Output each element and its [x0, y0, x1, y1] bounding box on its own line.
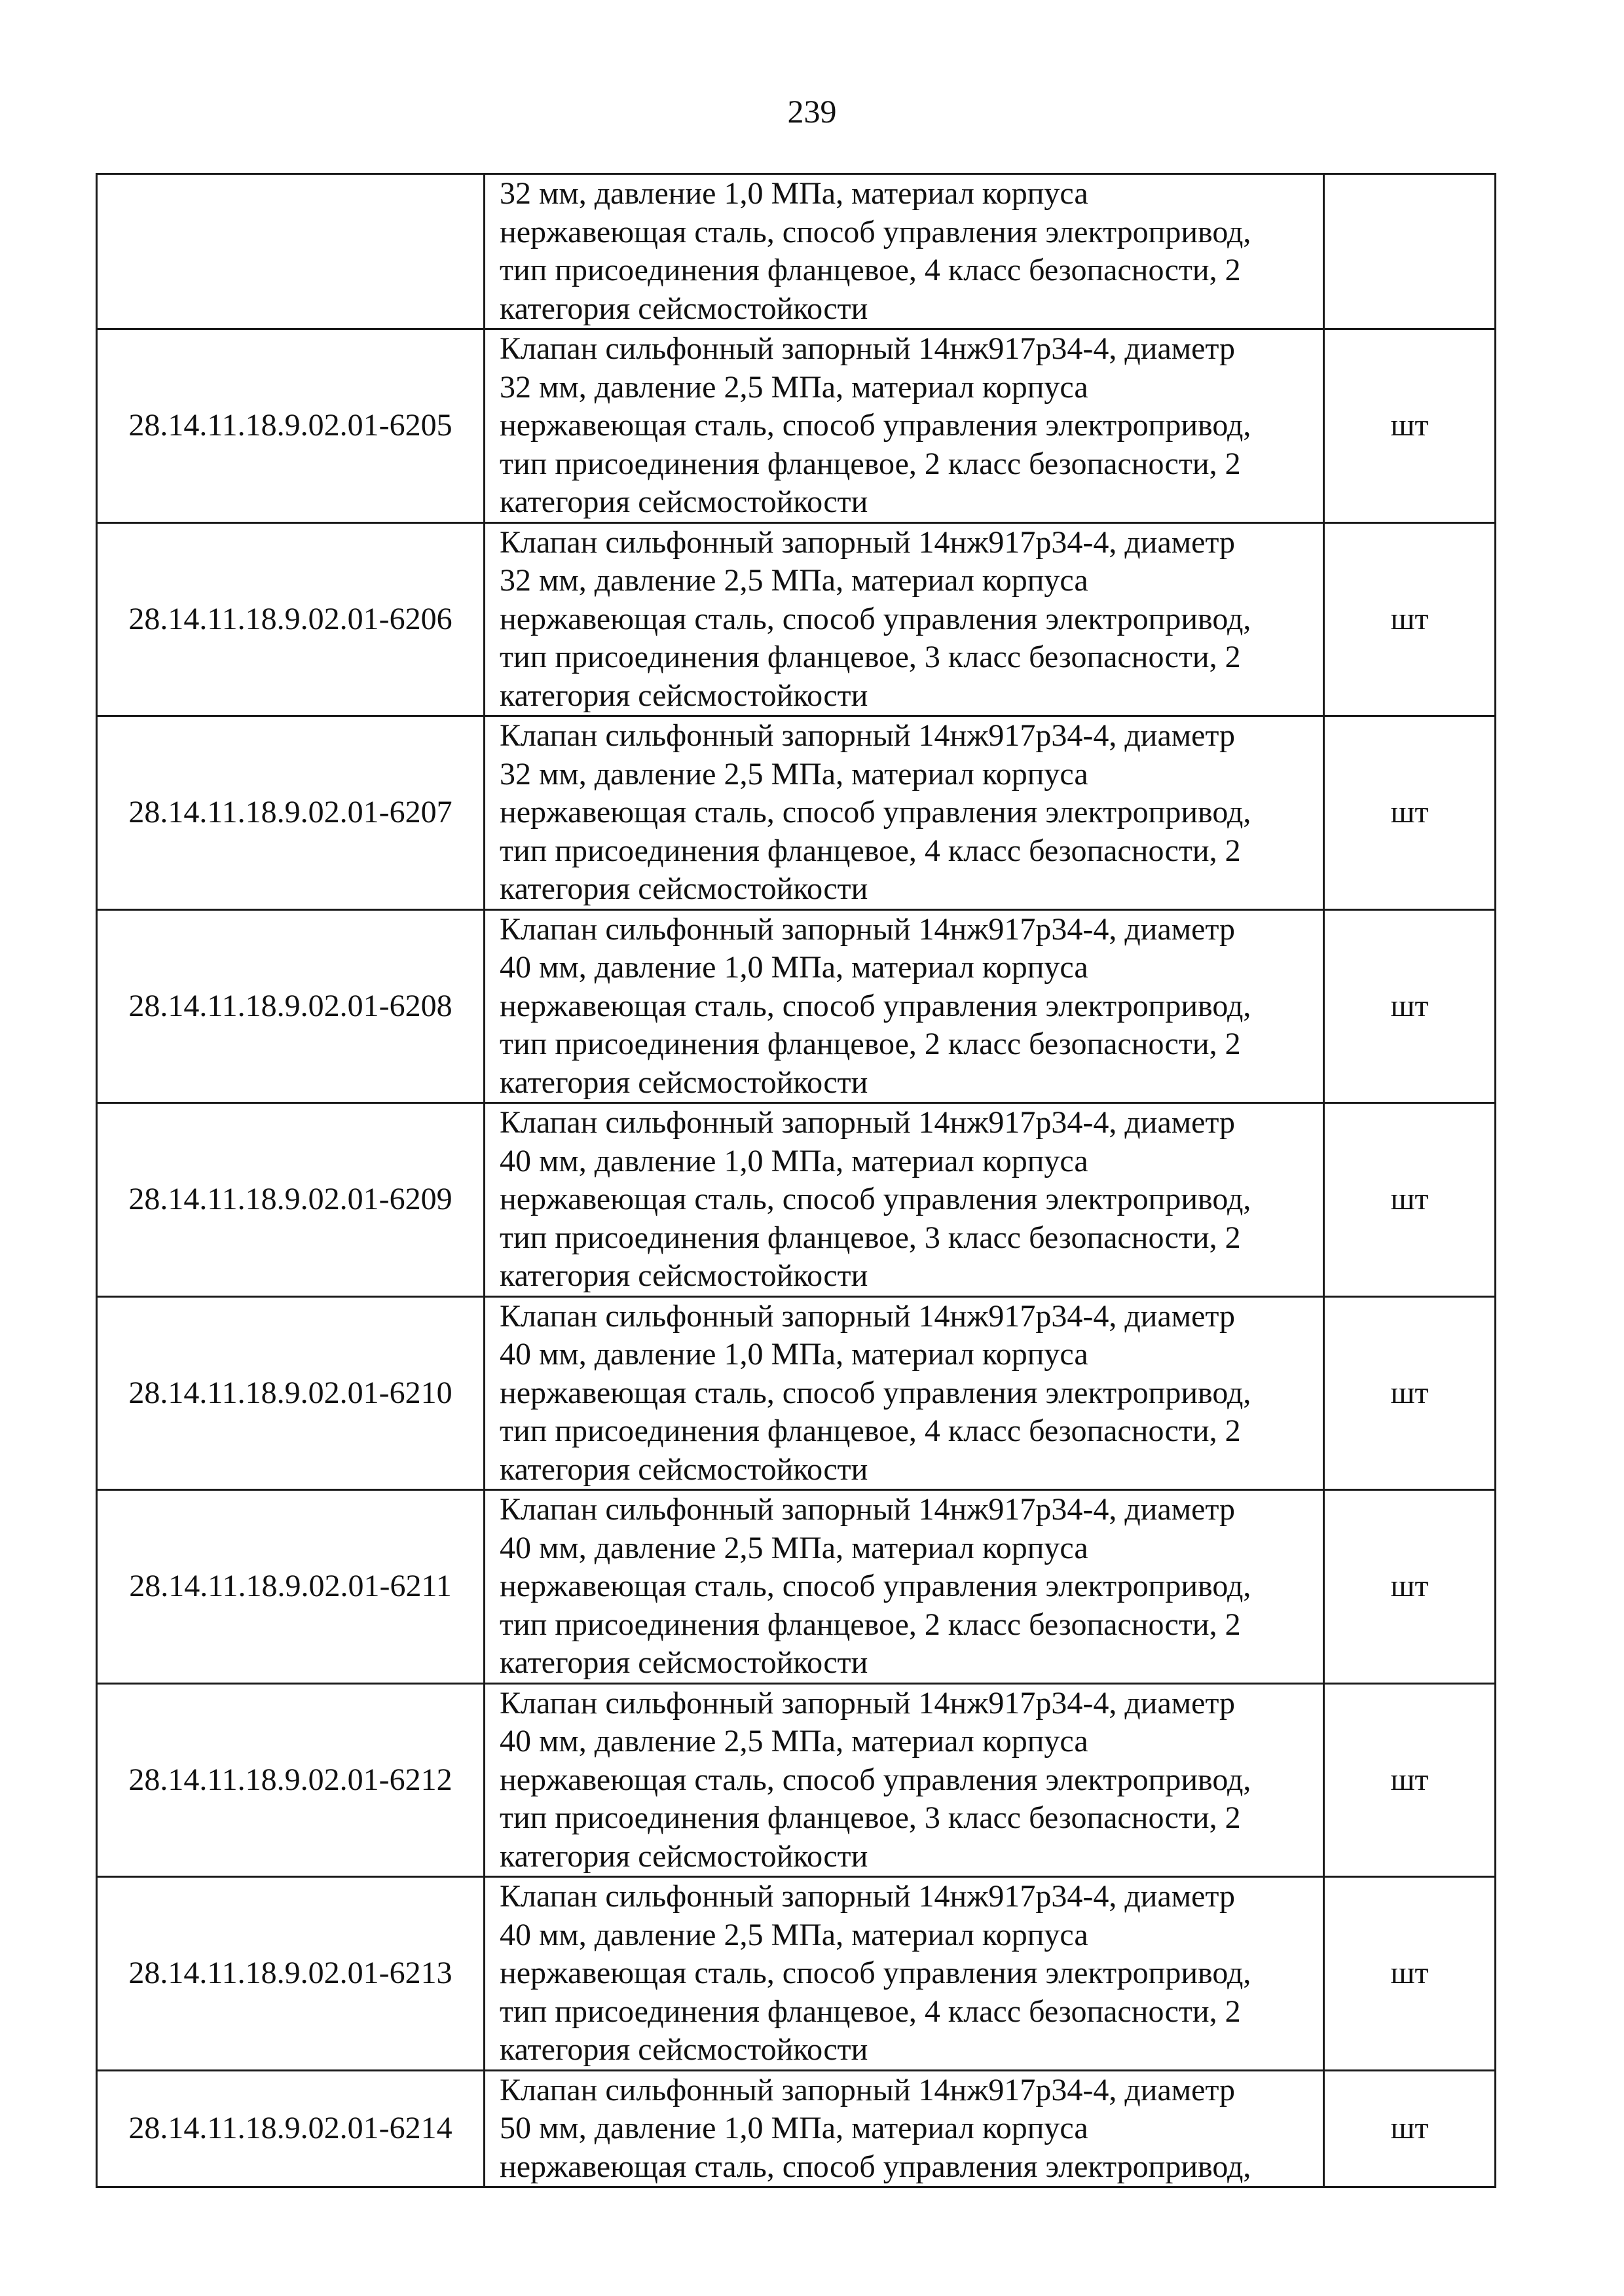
item-code: 28.14.11.18.9.02.01-6211 [97, 1490, 485, 1684]
table-row [97, 1103, 1496, 1297]
item-unit [1324, 174, 1496, 329]
item-code: 28.14.11.18.9.02.01-6207 [97, 716, 485, 910]
item-code: 28.14.11.18.9.02.01-6208 [97, 909, 485, 1103]
item-unit: шт [1324, 329, 1496, 523]
table-row [97, 909, 1496, 1103]
item-description-text: Клапан сильфонный запорный 14нж917р34-4, диаметр 40 мм, давление 1,0 МПа, материал корпуса нержавеющая сталь, способ управления электропривод, тип присоединения фланцевое, 3 класс безопасности, 2 категория сейсмостойкости [500, 1105, 1251, 1293]
item-description [485, 2070, 1324, 2187]
item-unit: шт [1324, 1490, 1496, 1684]
item-code: 28.14.11.18.9.02.01-6210 [97, 1296, 485, 1490]
item-description [485, 716, 1324, 910]
item-description [485, 174, 1324, 329]
item-description [485, 522, 1324, 716]
table-row [97, 522, 1496, 716]
table-row [97, 1296, 1496, 1490]
item-description [485, 1683, 1324, 1877]
item-unit: шт [1324, 1296, 1496, 1490]
item-code: 28.14.11.18.9.02.01-6209 [97, 1103, 485, 1297]
item-description-text: 32 мм, давление 1,0 МПа, материал корпуса нержавеющая сталь, способ управления электропривод, тип присоединения фланцевое, 4 класс безопасности, 2 категория сейсмостойкости [500, 176, 1251, 326]
item-unit: шт [1324, 716, 1496, 910]
table-row [97, 174, 1496, 329]
item-code: 28.14.11.18.9.02.01-6212 [97, 1683, 485, 1877]
item-code [97, 174, 485, 329]
item-unit: шт [1324, 909, 1496, 1103]
item-description-text: Клапан сильфонный запорный 14нж917р34-4, диаметр 40 мм, давление 2,5 МПа, материал корпуса нержавеющая сталь, способ управления электропривод, тип присоединения фланцевое, 3 класс безопасности, 2 категория сейсмостойкости [500, 1685, 1251, 1874]
item-description-text: Клапан сильфонный запорный 14нж917р34-4, диаметр 40 мм, давление 2,5 МПа, материал корпуса нержавеющая сталь, способ управления электропривод, тип присоединения фланцевое, 4 класс безопасности, 2 категория сейсмостойкости [500, 1879, 1251, 2067]
table-row [97, 2070, 1496, 2187]
table-row [97, 329, 1496, 523]
item-description [485, 909, 1324, 1103]
item-unit: шт [1324, 1103, 1496, 1297]
item-description-text: Клапан сильфонный запорный 14нж917р34-4, диаметр 32 мм, давление 2,5 МПа, материал корпуса нержавеющая сталь, способ управления электропривод, тип присоединения фланцевое, 4 класс безопасности, 2 категория сейсмостойкости [500, 718, 1251, 906]
item-description-text: Клапан сильфонный запорный 14нж917р34-4, диаметр 40 мм, давление 1,0 МПа, материал корпуса нержавеющая сталь, способ управления электропривод, тип присоединения фланцевое, 4 класс безопасности, 2 категория сейсмостойкости [500, 1298, 1251, 1487]
item-description [485, 1103, 1324, 1297]
item-unit: шт [1324, 2070, 1496, 2187]
item-description-text: Клапан сильфонный запорный 14нж917р34-4, диаметр 32 мм, давление 2,5 МПа, материал корпуса нержавеющая сталь, способ управления электропривод, тип присоединения фланцевое, 3 класс безопасности, 2 категория сейсмостойкости [500, 524, 1251, 713]
specification-table [96, 173, 1496, 2188]
item-code: 28.14.11.18.9.02.01-6213 [97, 1877, 485, 2071]
page-number: 239 [787, 93, 837, 130]
item-description [485, 1490, 1324, 1684]
item-description-text: Клапан сильфонный запорный 14нж917р34-4, диаметр 50 мм, давление 1,0 МПа, материал корпуса нержавеющая сталь, способ управления электропривод, [500, 2072, 1251, 2184]
item-description [485, 1877, 1324, 2071]
item-description-text: Клапан сильфонный запорный 14нж917р34-4, диаметр 40 мм, давление 1,0 МПа, материал корпуса нержавеющая сталь, способ управления электропривод, тип присоединения фланцевое, 2 класс безопасности, 2 категория сейсмостойкости [500, 911, 1251, 1100]
item-code: 28.14.11.18.9.02.01-6206 [97, 522, 485, 716]
table-row [97, 1877, 1496, 2071]
item-unit: шт [1324, 1683, 1496, 1877]
table-row [97, 1683, 1496, 1877]
item-unit: шт [1324, 1877, 1496, 2071]
item-description-text: Клапан сильфонный запорный 14нж917р34-4, диаметр 32 мм, давление 2,5 МПа, материал корпуса нержавеющая сталь, способ управления электропривод, тип присоединения фланцевое, 2 класс безопасности, 2 категория сейсмостойкости [500, 331, 1251, 519]
item-unit: шт [1324, 522, 1496, 716]
table-row [97, 716, 1496, 910]
item-code: 28.14.11.18.9.02.01-6214 [97, 2070, 485, 2187]
item-description [485, 329, 1324, 523]
table-row [97, 1490, 1496, 1684]
item-description-text: Клапан сильфонный запорный 14нж917р34-4, диаметр 40 мм, давление 2,5 МПа, материал корпуса нержавеющая сталь, способ управления электропривод, тип присоединения фланцевое, 2 класс безопасности, 2 категория сейсмостойкости [500, 1492, 1251, 1680]
item-code: 28.14.11.18.9.02.01-6205 [97, 329, 485, 523]
item-description [485, 1296, 1324, 1490]
